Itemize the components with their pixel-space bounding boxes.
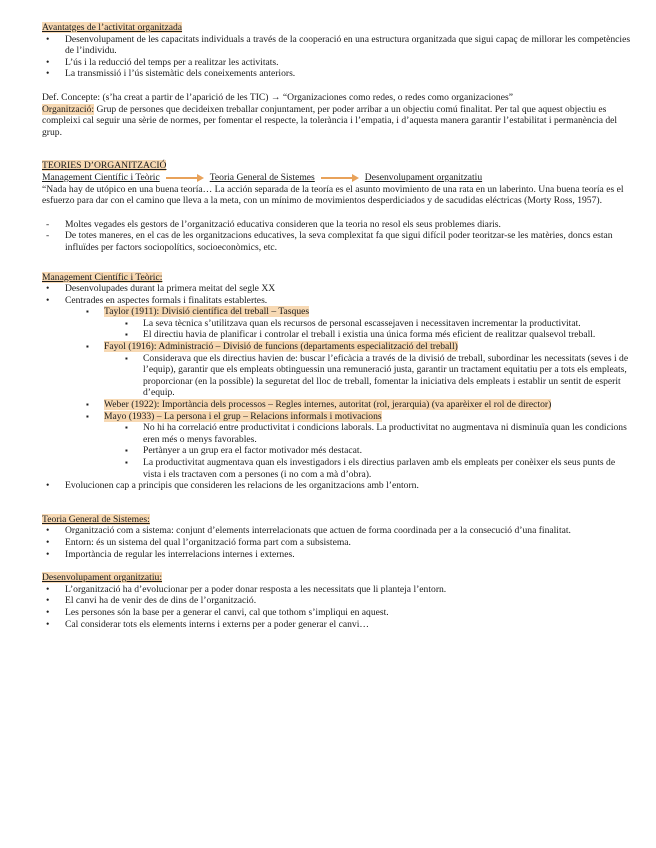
list-item: • Les persones són la base per a generar el canvi, cal que tothom s’impliqui en aquest. xyxy=(42,607,632,619)
quote-ross: “Nada hay de utópico en una buena teoría… La acción separada de la teoría es el asunto movimiento de una rata en un laberinto. Una buena teoría es el esfuerzo para dar con el camino que lleva a la meta, con un mínimo de movimientos desperdiciados y de sacudidas eléctricas (Morty Ross, 1957). xyxy=(42,183,624,207)
heading-avantatges: Avantatges de l’activitat organitzada xyxy=(42,22,183,33)
list-item: ▪ La productivitat augmentava quan els investigadors i els directius parlaven amb els empleats per conèixer els seus punts de vista i els tractaven com a persones (i no com a mà d’obra). xyxy=(122,457,632,480)
heading-teories: TEORIES D’ORGANITZACIÓ xyxy=(42,160,167,172)
flow-item-desenvolupament: Desenvolupament organitzatiu xyxy=(364,171,483,183)
author-weber: ▪ Weber (1922): Importància dels processos – Regles internes, autoritat (rol, jerarquia) (va aparèixer el rol de director) xyxy=(83,399,632,411)
list-avantatges xyxy=(42,34,632,80)
flow-item-management: Management Científic i Teòric xyxy=(42,171,160,183)
author-mayo: ▪ Mayo (1933) – La persona i el grup – Relacions informals i motivacions ▪ No hi ha correlació entre productivitat i condicions laborals. La productivitat no augmentava ni disminuïa quan les condicions eren més o menys favorables. ▪ Pertànyer a un grup era el factor motivador més destacat. ▪ La productivitat augmentava quan els investigadors i els directius parlaven amb els empleats per conèixer els seus punts de vista i els tractaven com a persones (i no com a mà d’obra). xyxy=(83,411,632,481)
heading-management: Management Científic i Teòric: xyxy=(42,271,163,283)
list-sistemes xyxy=(42,525,632,560)
list-item: • Desenvolupades durant la primera meitat del segle XX xyxy=(42,283,632,295)
theories-flow xyxy=(42,172,632,184)
list-item: • Desenvolupament de les capacitats individuals a través de la cooperació en una estructura organitzada que sigui capaç de millorar les competències de l’individu. xyxy=(42,34,632,57)
list-item: - Moltes vegades els gestors de l’organització educativa consideren que la teoria no resol els seus problemes diaris. xyxy=(42,219,632,231)
list-item: • L’organització ha d’evolucionar per a poder donar resposta a les necessitats que li planteja l’entorn. xyxy=(42,584,632,596)
list-item: ▪ No hi ha correlació entre productivitat i condicions laborals. La productivitat no augmentava ni disminuïa quan les condicions eren més o menys favorables. xyxy=(122,422,632,445)
author-taylor: ▪ Taylor (1911): Divisió científica del treball – Tasques ▪ La seva tècnica s’utilitzava quan els recursos de personal escassejaven i necessitaven incrementar la productivitat. ▪ El directiu havia de planificar i controlar el treball i existia una única forma més eficient de realitzar qualsevol treball. xyxy=(83,306,632,341)
arrow-right-icon xyxy=(166,174,204,182)
author-fayol: ▪ Fayol (1916): Administració – Divisió de funcions (departaments especialització del treball) ▪ Considerava que els directius havien de: buscar l’eficàcia a través de la divisió de treball, subordinar les necessitats (seves i de l’equip), garantir que els empleats obtinguessin una remuneració justa, garantir un tractament equitatiu per a tots els empleats, proporcionar (en la possible) la seguretat del lloc de treball, fomentar la iniciativa dels empleats i establir un sentit de esperit d’equip. xyxy=(83,341,632,399)
list-item: • Centrades en aspectes formals i finalitats establertes. ▪ Taylor (1911): Divisió científica del treball – Tasques ▪ La seva tècnica s’utilitzava quan els recursos de personal escassejaven i necessitaven incrementar la productivitat. ▪ El directiu havia de planificar i controlar el treball i existia una única forma més eficient de realitzar qualsevol treball. ▪ Fayol (1916): Administració – Divisió de funcions (departaments especialització del treball) ▪ Considerava que els directius havien de: buscar l’eficàcia a través de la divisió de treball, subordinar les necessitats (seves i de l’equip), garantir que els empleats obtinguessin una remuneració justa, garantir un tractament equitatiu per a tots els empleats, proporcionar (en la possible) la seguretat del lloc de treball, fomentar la iniciativa dels empleats i establir un sentit de esperit d’equip. ▪ Weber (1922): Importància dels processos – Regles internes, autoritat (rol, jerarquia) (va aparèixer el rol de director) ▪ Mayo (1933) – La persona i el grup – Relacions informals i motivacions ▪ No hi ha correlació entre productivitat i condicions laborals. La productivitat no augmentava ni disminuïa quan les condicions eren més o menys favorables. ▪ Pertànyer a un grup era el factor motivador més destacat. ▪ La productivitat augmentava quan els investigadors i els directius parlaven amb els empleats per conèixer els seus punts de vista i els tractaven com a persones (i no com a mà d’obra). xyxy=(42,295,632,481)
list-item: ▪ Considerava que els directius havien de: buscar l’eficàcia a través de la divisió de treball, subordinar les necessitats (seves i de l’equip), garantir que els empleats obtinguessin una remuneració justa, garantir un tractament equitatiu per a tots els empleats, proporcionar (en la possible) la seguretat del lloc de treball, fomentar la iniciativa dels empleats i establir un sentit de esperit d’equip. xyxy=(122,353,632,399)
list-item: • L’ús i la reducció del temps per a realitzar les activitats. xyxy=(42,57,632,69)
list-item: - De totes maneres, en el cas de les organitzacions educatives, la seva complexitat fa que sigui difícil poder teoritzar-se les matèries, doncs estan influïdes per factors sociopolítics, socioeconòmics, etc. xyxy=(42,230,632,253)
list-item: • Organització com a sistema: conjunt d’elements interrelacionats que actuen de forma coordinada per a la consecució d’una finalitat. xyxy=(42,525,632,537)
organitzacio-label: Organització: xyxy=(42,103,95,115)
list-item: ▪ Pertànyer a un grup era el factor motivador més destacat. xyxy=(122,445,632,457)
list-management xyxy=(42,283,632,492)
list-item: ▪ El directiu havia de planificar i controlar el treball i existia una única forma més eficient de realitzar qualsevol treball. xyxy=(122,329,632,341)
list-item: • Cal considerar tots els elements interns i externs per a poder generar el canvi… xyxy=(42,619,632,631)
heading-desenvolupament: Desenvolupament organitzatiu: xyxy=(42,572,162,584)
list-authors xyxy=(83,306,632,480)
flow-item-sistemes: Teoria General de Sistemes xyxy=(209,171,315,183)
list-item: • El canvi ha de venir des de dins de l’organització. xyxy=(42,595,632,607)
list-item: ▪ La seva tècnica s’utilitzava quan els recursos de personal escassejaven i necessitaven incrementar la productivitat. xyxy=(122,318,632,330)
definition-concept: Def. Concepte: (s’ha creat a partir de l’aparició de les TIC) → “Organizaciones como redes, o redes como organizaciones” xyxy=(42,91,513,103)
arrow-right-icon xyxy=(321,174,359,182)
list-item: • Evolucionen cap a principis que consideren les relacions de les organitzacions amb l’entorn. xyxy=(42,480,632,492)
list-item: • Entorn: és un sistema del qual l’organització forma part com a subsistema. xyxy=(42,537,632,549)
list-item: • La transmissió i l’ús sistemàtic dels coneixements anteriors. xyxy=(42,68,632,80)
document-page xyxy=(42,22,632,630)
definition-organitzacio: Organització: Grup de persones que decideixen treballar conjuntament, per poder arribar a un objectiu comú finalitat. Per tal que aquest objectiu es compleixi cal seguir una sèrie de normes, per fomentar el respecte, la tolerància i l’empatia, i d’aquesta manera garantir l’estabilitat i permanència del grup. xyxy=(42,103,618,138)
list-desenvolupament xyxy=(42,584,632,630)
heading-sistemes: Teoria General de Sistemes: xyxy=(42,513,150,525)
list-item: • Importància de regular les interrelacions internes i externes. xyxy=(42,549,632,561)
list-teoria-notes xyxy=(42,219,632,254)
